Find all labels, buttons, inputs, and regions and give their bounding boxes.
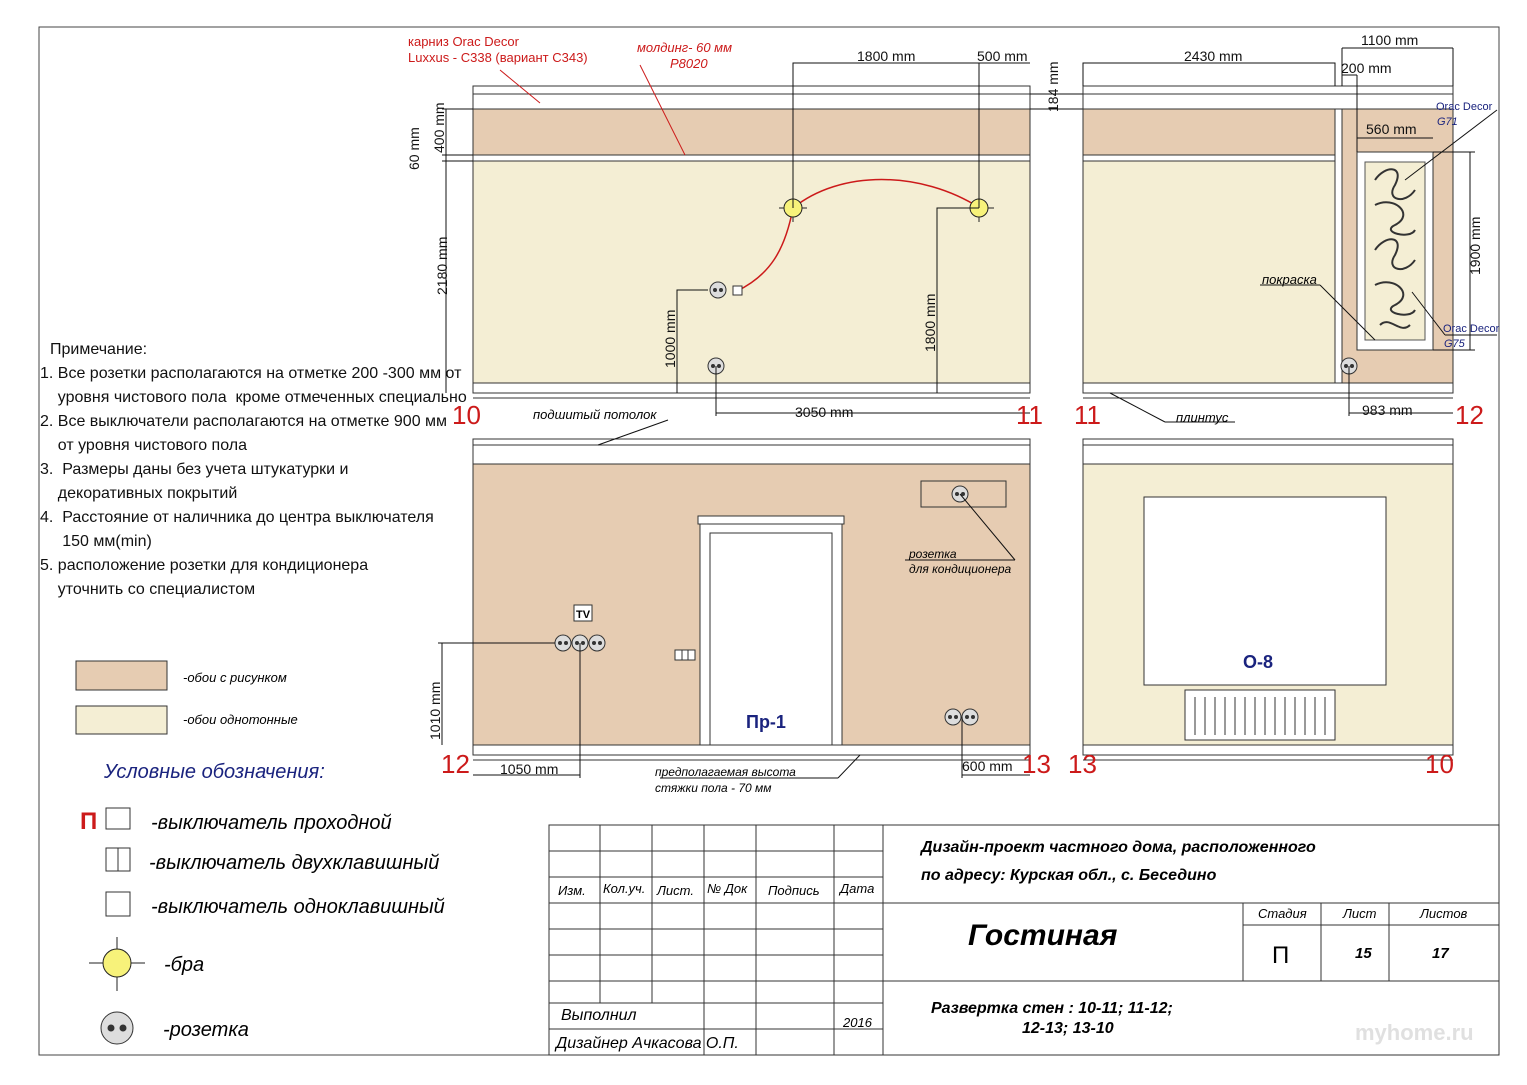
cornice-label: карниз Orac Decor (408, 34, 519, 49)
legend-socket: -розетка (163, 1019, 249, 1041)
swatch-patterned (76, 661, 167, 690)
tb-designer: Дизайнер Ачкасова О.П. (556, 1035, 739, 1052)
double-switch-icon (675, 650, 695, 660)
tb-sheet-value: 15 (1355, 945, 1372, 962)
orac-g75-label: Orac Decor (1443, 323, 1500, 335)
ceiling-label: подшитый потолок (533, 407, 657, 422)
dim-3050: 3050 mm (795, 404, 854, 420)
dim-2180: 2180 mm (434, 236, 450, 295)
tb-year: 2016 (843, 1015, 872, 1030)
swatch-plain-label: -обои однотонные (183, 712, 298, 727)
notes-line: уровня чистового пола кроме отмеченных специально (40, 389, 467, 406)
cornice-model: Luxxus - C338 (вариант C343) (408, 50, 588, 65)
notes-line: 1. Все розетки располагаются на отметке 200 -300 мм от (40, 365, 462, 382)
tb-performed: Выполнил (561, 1007, 637, 1024)
watermark-text: myhome.ru (1355, 1020, 1474, 1045)
corner-label: 13 (1068, 749, 1097, 779)
notes-line: 2. Все выключатели располагаются на отметке 900 мм (40, 413, 448, 430)
notes-line: от уровня чистового пола (40, 437, 247, 454)
ceiling-band (473, 94, 1030, 109)
legend-pass-switch: -выключатель проходной (151, 812, 392, 834)
corner-label: 10 (1425, 749, 1454, 779)
wall-elevation-12-13 (438, 420, 1030, 778)
tb-header: № Док (707, 881, 748, 896)
radiator (1185, 690, 1335, 740)
socket-icon (945, 709, 961, 725)
notes-line: 5. расположение розетки для кондиционера (40, 557, 369, 574)
screed-label: предполагаемая высота (655, 765, 796, 779)
wall-elevation-10-11 (442, 63, 1085, 416)
dim-1100: 1100 mm (1361, 32, 1419, 48)
dim-1800-vertical: 1800 mm (922, 293, 938, 352)
tb-header: Подпись (768, 883, 820, 898)
tb-header: Кол.уч. (603, 881, 646, 896)
window-label: О-8 (1243, 652, 1274, 672)
wall-elevation-13-10 (1083, 439, 1453, 760)
socket-icon (101, 1012, 133, 1044)
legend-double-switch: -выключатель двухклавишный (149, 852, 440, 874)
dim-184: 184 mm (1045, 61, 1061, 112)
tb-sheet-title-1: Развертка стен : 10-11; 11-12; (931, 1000, 1173, 1017)
ac-socket-label-2: для кондиционера (909, 562, 1012, 576)
corner-label: 12 (1455, 400, 1484, 430)
dim-560: 560 mm (1366, 121, 1417, 137)
tb-header: Лист. (657, 883, 694, 898)
dim-1000: 1000 mm (662, 309, 678, 368)
dim-2430: 2430 mm (1184, 48, 1243, 64)
tb-header: Дата (840, 881, 875, 896)
wall-elevation-11-12 (1083, 48, 1497, 422)
tb-sheets-value: 17 (1432, 945, 1449, 962)
tb-room-title: Гостиная (968, 919, 1118, 952)
dim-1800: 1800 mm (857, 48, 916, 64)
tb-project-line1: Дизайн-проект частного дома, расположенного (921, 839, 1316, 856)
dim-983: 983 mm (1362, 402, 1413, 418)
socket-icon (962, 709, 978, 725)
dim-60: 60 mm (406, 127, 422, 170)
corner-label: 12 (441, 749, 470, 779)
notes-line: 150 мм(min) (40, 533, 152, 550)
tb-stage-value: П (1272, 942, 1290, 969)
dim-1050: 1050 mm (500, 761, 559, 777)
dim-600: 600 mm (962, 758, 1013, 774)
socket-icon (589, 635, 605, 651)
dim-1900: 1900 mm (1467, 216, 1483, 275)
swatch-plain (76, 706, 167, 734)
dim-400: 400 mm (431, 102, 447, 153)
orac-g75-code: G75 (1444, 338, 1465, 350)
baseboard-strip (473, 383, 1030, 393)
orac-g71-code: G71 (1437, 116, 1458, 128)
notes-line: 4. Расстояние от наличника до центра выключателя (40, 509, 434, 526)
notes-title: Примечание: (50, 341, 148, 358)
notes-line: уточнить со специалистом (40, 581, 256, 598)
tb-header: Изм. (558, 883, 586, 898)
paint-label: покраска (1262, 272, 1317, 287)
corner-label: 13 (1022, 749, 1051, 779)
pass-switch-letter: П (80, 808, 98, 835)
ac-socket-label: розетка (909, 547, 957, 561)
door-label: Пр-1 (746, 712, 786, 732)
tb-sheet-label: Лист (1343, 906, 1377, 921)
legend-single-switch: -выключатель одноклавишный (151, 896, 445, 918)
legend-title: Условные обозначения: (104, 761, 325, 783)
swatch-patterned-label: -обои с рисунком (183, 670, 287, 685)
dim-200: 200 mm (1341, 60, 1392, 76)
socket-icon (555, 635, 571, 651)
screed-label-2: стяжки пола - 70 мм (655, 781, 772, 795)
corner-label: 10 (452, 400, 481, 430)
socket-icon (710, 282, 726, 298)
dim-1010: 1010 mm (427, 681, 443, 740)
tb-sheet-title-2: 12-13; 13-10 (1022, 1020, 1114, 1037)
molding-label: молдинг- 60 мм (637, 40, 733, 55)
switch-icon (733, 286, 742, 295)
molding-strip (473, 155, 1030, 161)
tv-label: TV (576, 609, 591, 621)
wall-band-patterned (473, 109, 1030, 155)
corner-label: 11 (1016, 400, 1043, 430)
notes-line: 3. Размеры даны без учета штукатурки и (40, 461, 349, 478)
molding-code: P8020 (670, 56, 708, 71)
sconce-icon (89, 937, 145, 991)
tb-sheets-label: Листов (1420, 906, 1468, 921)
cornice-strip (473, 86, 1030, 94)
tb-stage-label: Стадия (1258, 906, 1307, 921)
tb-project-line2: по адресу: Курская обл., с. Беседино (921, 867, 1217, 884)
single-switch-icon (106, 892, 130, 916)
legend-sconce: -бра (164, 954, 205, 976)
notes-line: декоративных покрытий (40, 485, 238, 502)
corner-label: 11 (1074, 400, 1101, 430)
wall-field-plain (473, 161, 1030, 383)
baseboard-label: плинтус (1176, 410, 1229, 425)
dim-500: 500 mm (977, 48, 1028, 64)
pass-switch-icon (106, 808, 130, 829)
orac-g71-label: Orac Decor (1436, 101, 1493, 113)
door-casing-top (698, 516, 844, 524)
